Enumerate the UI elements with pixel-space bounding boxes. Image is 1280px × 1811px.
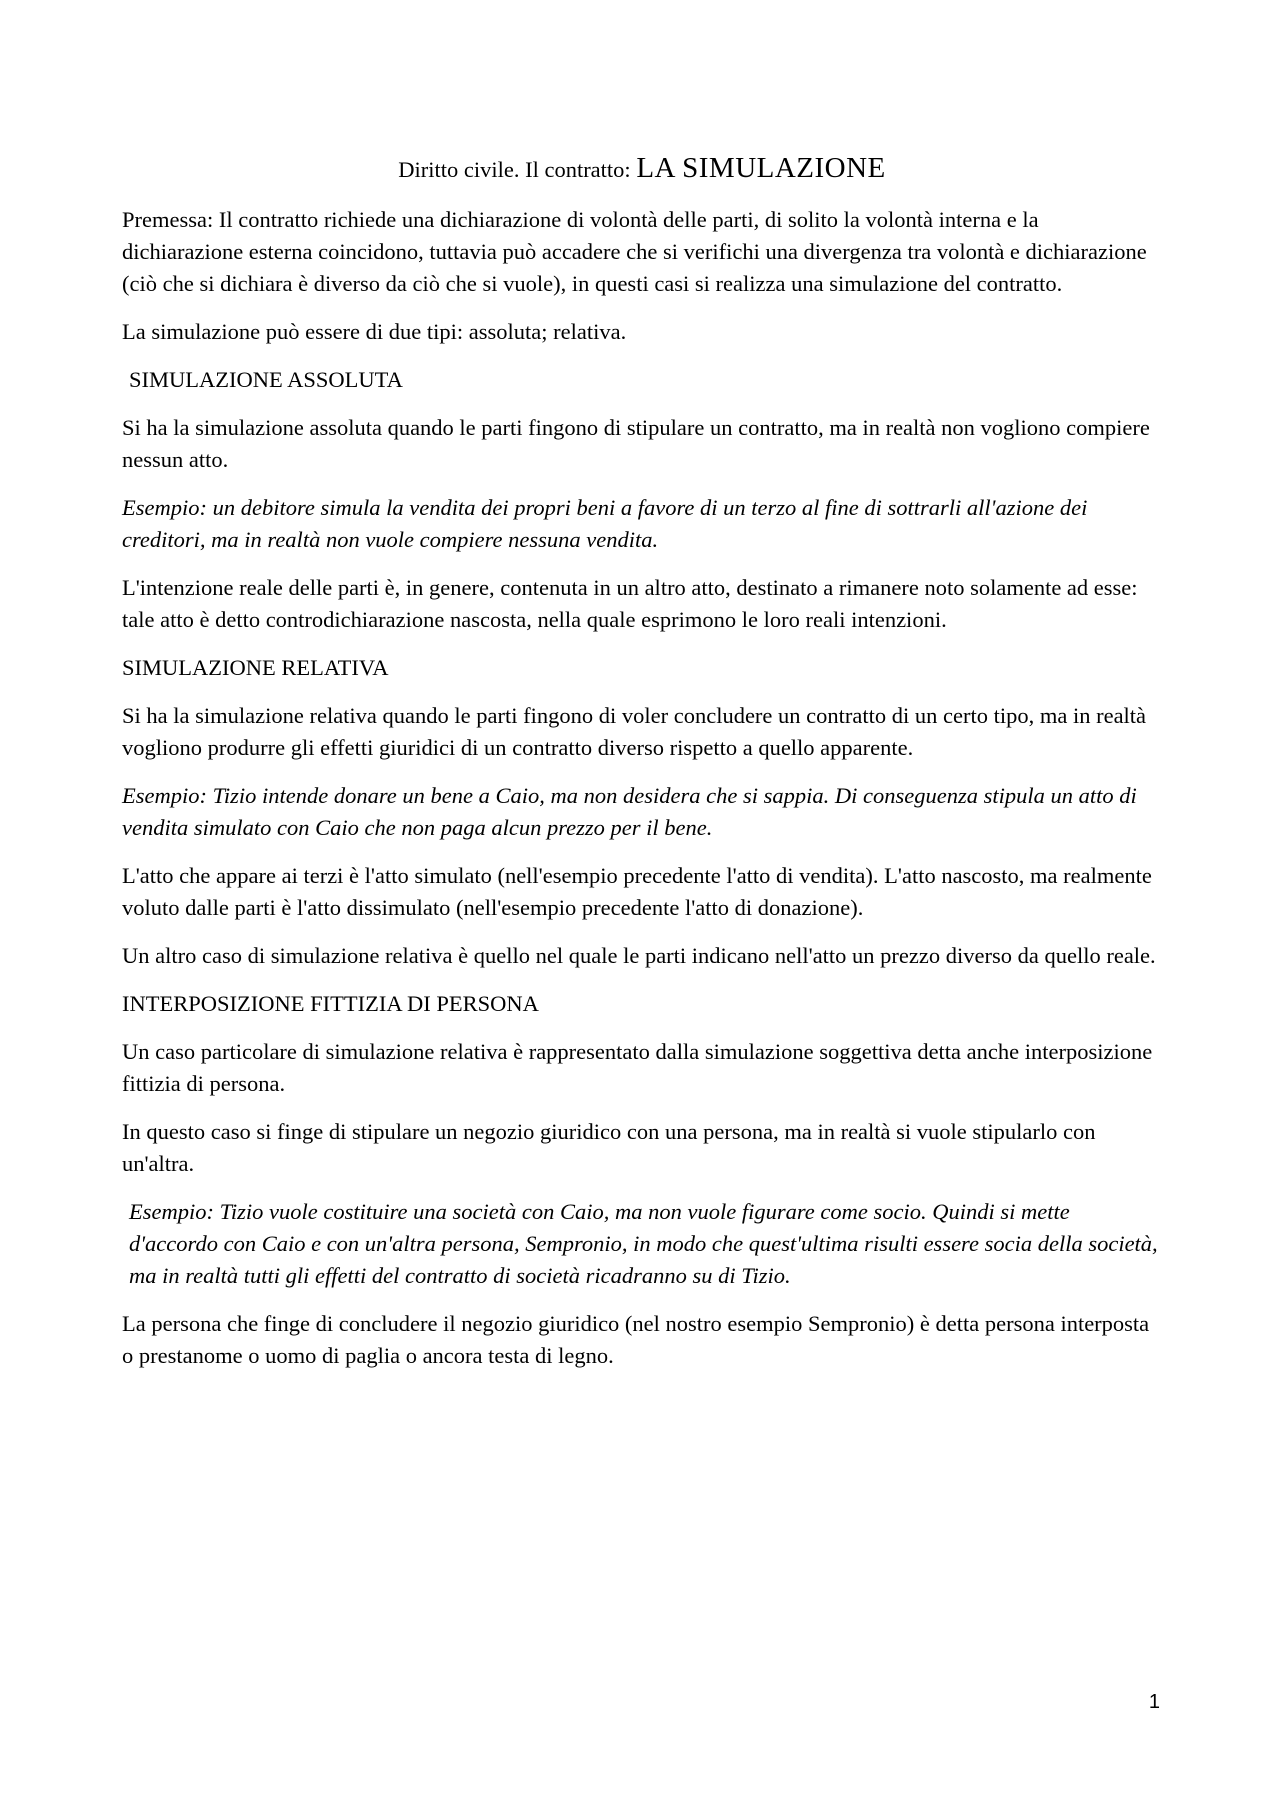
paragraph-assoluta-esempio: Esempio: un debitore simula la vendita dei propri beni a favore di un terzo al fine di sottrarli all'azione dei creditori, ma in realtà non vuole compiere nessuna vendita. [122, 495, 1088, 552]
paragraph-altro-caso: Un altro caso di simulazione relativa è quello nel quale le parti indicano nell'atto un prezzo diverso da quello reale. [122, 943, 1156, 968]
paragraph-interposizione-caso: In questo caso si finge di stipulare un negozio giuridico con una persona, ma in realtà si vuole stipularlo con un'altra. [122, 1119, 1096, 1176]
heading-interposizione-fittizia: INTERPOSIZIONE FITTIZIA DI PERSONA [122, 991, 539, 1016]
document-body [122, 148, 1162, 1388]
title-prefix: Diritto civile. Il contratto: [398, 157, 631, 182]
paragraph-persona-interposta: La persona che finge di concludere il negozio giuridico (nel nostro esempio Sempronio) è detta persona interposta o prestanome o uomo di paglia o ancora testa di legno. [122, 1311, 1150, 1368]
paragraph-relativa-definizione: Si ha la simulazione relativa quando le parti fingono di voler concludere un contratto di un certo tipo, ma in realtà vogliono produrre gli effetti giuridici di un contratto diverso rispetto a quello apparente. [122, 703, 1147, 760]
paragraph-atto-simulato: L'atto che appare ai terzi è l'atto simulato (nell'esempio precedente l'atto di vendita). L'atto nascosto, ma realmente voluto dalle parti è l'atto dissimulato (nell'esempio precedente l'atto di donazione). [122, 863, 1152, 920]
paragraph-assoluta-definizione: Si ha la simulazione assoluta quando le parti fingono di stipulare un contratto, ma in realtà non vogliono compiere nessun atto. [122, 415, 1150, 472]
paragraph-relativa-esempio: Esempio: Tizio intende donare un bene a Caio, ma non desidera che si sappia. Di conseguenza stipula un atto di vendita simulato con Caio che non paga alcun prezzo per il bene. [122, 783, 1137, 840]
page-number: 1 [1148, 1691, 1160, 1713]
heading-simulazione-relativa: SIMULAZIONE RELATIVA [122, 655, 389, 680]
heading-simulazione-assoluta: SIMULAZIONE ASSOLUTA [129, 367, 403, 392]
paragraph-controdichiarazione: L'intenzione reale delle parti è, in genere, contenuta in un altro atto, destinato a rimanere noto solamente ad esse: tale atto è detto controdichiarazione nascosta, nella quale esprimono le loro reali intenzioni. [122, 575, 1138, 632]
title-main: LA SIMULAZIONE [636, 152, 886, 184]
paragraph-premessa: Premessa: Il contratto richiede una dichiarazione di volontà delle parti, di solito la volontà interna e la dichiarazione esterna coincidono, tuttavia può accadere che si verifichi una divergenza tra volontà e dichiarazione (ciò che si dichiara è diverso da ciò che si vuole), in questi casi si realizza una simulazione del contratto. [122, 207, 1147, 296]
paragraph-tipi: La simulazione può essere di due tipi: assoluta; relativa. [122, 319, 627, 344]
paragraph-interposizione-esempio: Esempio: Tizio vuole costituire una società con Caio, ma non vuole figurare come socio. Quindi si mette d'accordo con Caio e con un'altra persona, Sempronio, in modo che quest'ultima risulti essere socia della società, ma in realtà tutti gli effetti del contratto di società ricadranno su di Tizio. [129, 1199, 1158, 1288]
document-title [122, 148, 1162, 190]
paragraph-interposizione-definizione: Un caso particolare di simulazione relativa è rappresentato dalla simulazione soggettiva detta anche interposizione fittizia di persona. [122, 1039, 1153, 1096]
